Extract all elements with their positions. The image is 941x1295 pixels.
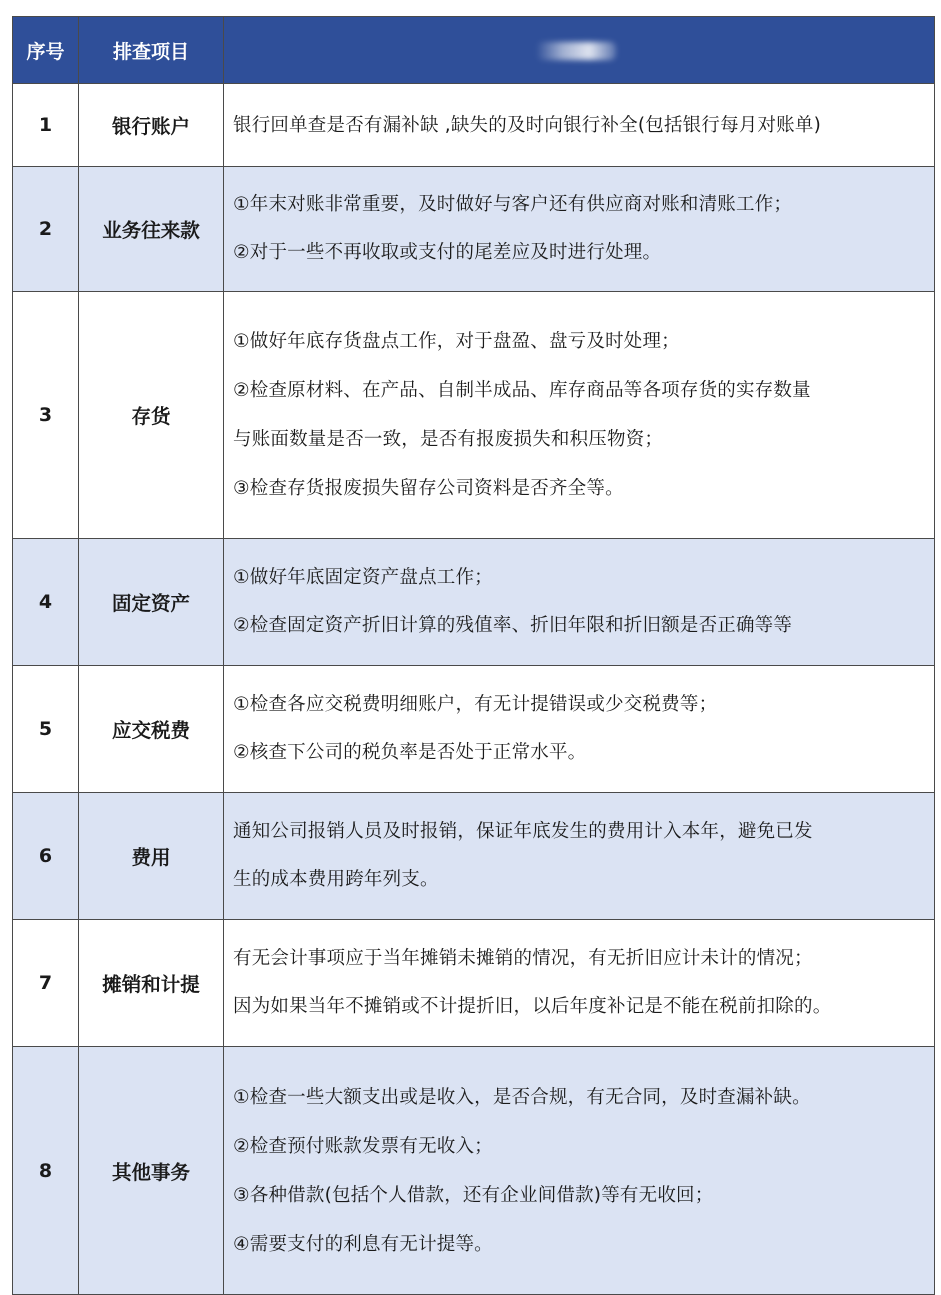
- detail-line: ①检查各应交税费明细账户，有无计提错误或少交税费等；: [233, 694, 718, 715]
- row-item: 业务往来款: [79, 167, 224, 292]
- detail-line: ①检查一些大额支出或是收入，是否合规，有无合同，及时查漏补缺。: [233, 1086, 811, 1108]
- detail-line: ②对于一些不再收取或支付的尾差应及时进行处理。: [233, 242, 662, 263]
- header-index: 序号: [13, 17, 79, 84]
- row-detail: [224, 793, 935, 920]
- detail-line: ③检查存货报废损失留存公司资料是否齐全等。: [233, 478, 624, 499]
- row-detail: [224, 1047, 935, 1295]
- row-number: 6: [13, 793, 79, 920]
- detail-line: 通知公司报销人员及时报销，保证年底发生的费用计入本年，避免已发: [233, 821, 813, 842]
- blurred-header-text: [536, 42, 616, 60]
- table-row: [13, 920, 935, 1047]
- header-content: [224, 17, 935, 84]
- row-item: 其他事务: [79, 1047, 224, 1295]
- row-detail: [224, 167, 935, 292]
- detail-line: ①做好年底固定资产盘点工作；: [233, 567, 493, 588]
- row-number: 3: [13, 292, 79, 539]
- table-row: [13, 84, 935, 167]
- detail-line: ①年末对账非常重要，及时做好与客户还有供应商对账和清账工作；: [233, 194, 793, 215]
- row-detail: [224, 292, 935, 539]
- year-end-checklist-table: [12, 16, 935, 1295]
- detail-line: ④需要支付的利息有无计提等。: [233, 1233, 493, 1255]
- row-number: 1: [13, 84, 79, 167]
- detail-line: ②检查预付账款发票有无收入；: [233, 1135, 493, 1157]
- row-detail: [224, 666, 935, 793]
- table-row: [13, 1047, 935, 1295]
- row-item: 固定资产: [79, 539, 224, 666]
- detail-line: 银行回单查是否有漏补缺 ,缺失的及时向银行补全(包括银行每月对账单): [233, 114, 821, 136]
- row-number: 4: [13, 539, 79, 666]
- detail-line: 有无会计事项应于当年摊销未摊销的情况，有无折旧应计未计的情况；: [233, 948, 813, 969]
- detail-line: ③各种借款(包括个人借款，还有企业间借款)等有无收回；: [233, 1184, 714, 1206]
- table-row: [13, 539, 935, 666]
- row-item: 摊销和计提: [79, 920, 224, 1047]
- detail-line: ②核查下公司的税负率是否处于正常水平。: [233, 742, 587, 763]
- row-number: 5: [13, 666, 79, 793]
- table-header-row: [13, 17, 935, 84]
- row-item: 应交税费: [79, 666, 224, 793]
- row-number: 2: [13, 167, 79, 292]
- table-row: [13, 292, 935, 539]
- table-row: [13, 666, 935, 793]
- detail-line: ①做好年底存货盘点工作，对于盘盈、盘亏及时处理；: [233, 331, 680, 352]
- row-item: 银行账户: [79, 84, 224, 167]
- table-row: [13, 793, 935, 920]
- row-number: 7: [13, 920, 79, 1047]
- row-item: 费用: [79, 793, 224, 920]
- row-detail: [224, 539, 935, 666]
- row-number: 8: [13, 1047, 79, 1295]
- detail-line: ②检查固定资产折旧计算的残值率、折旧年限和折旧额是否正确等等: [233, 615, 793, 636]
- row-detail: [224, 920, 935, 1047]
- header-item: 排查项目: [79, 17, 224, 84]
- checklist-table-container: [12, 16, 934, 1295]
- detail-line: 因为如果当年不摊销或不计提折旧，以后年度补记是不能在税前扣除的。: [233, 996, 832, 1017]
- detail-line: 生的成本费用跨年列支。: [233, 869, 439, 890]
- detail-line: ②检查原材料、在产品、自制半成品、库存商品等各项存货的实存数量: [233, 380, 811, 401]
- row-detail: [224, 84, 935, 167]
- detail-line: 与账面数量是否一致，是否有报废损失和积压物资；: [233, 429, 664, 450]
- row-item: 存货: [79, 292, 224, 539]
- table-row: [13, 167, 935, 292]
